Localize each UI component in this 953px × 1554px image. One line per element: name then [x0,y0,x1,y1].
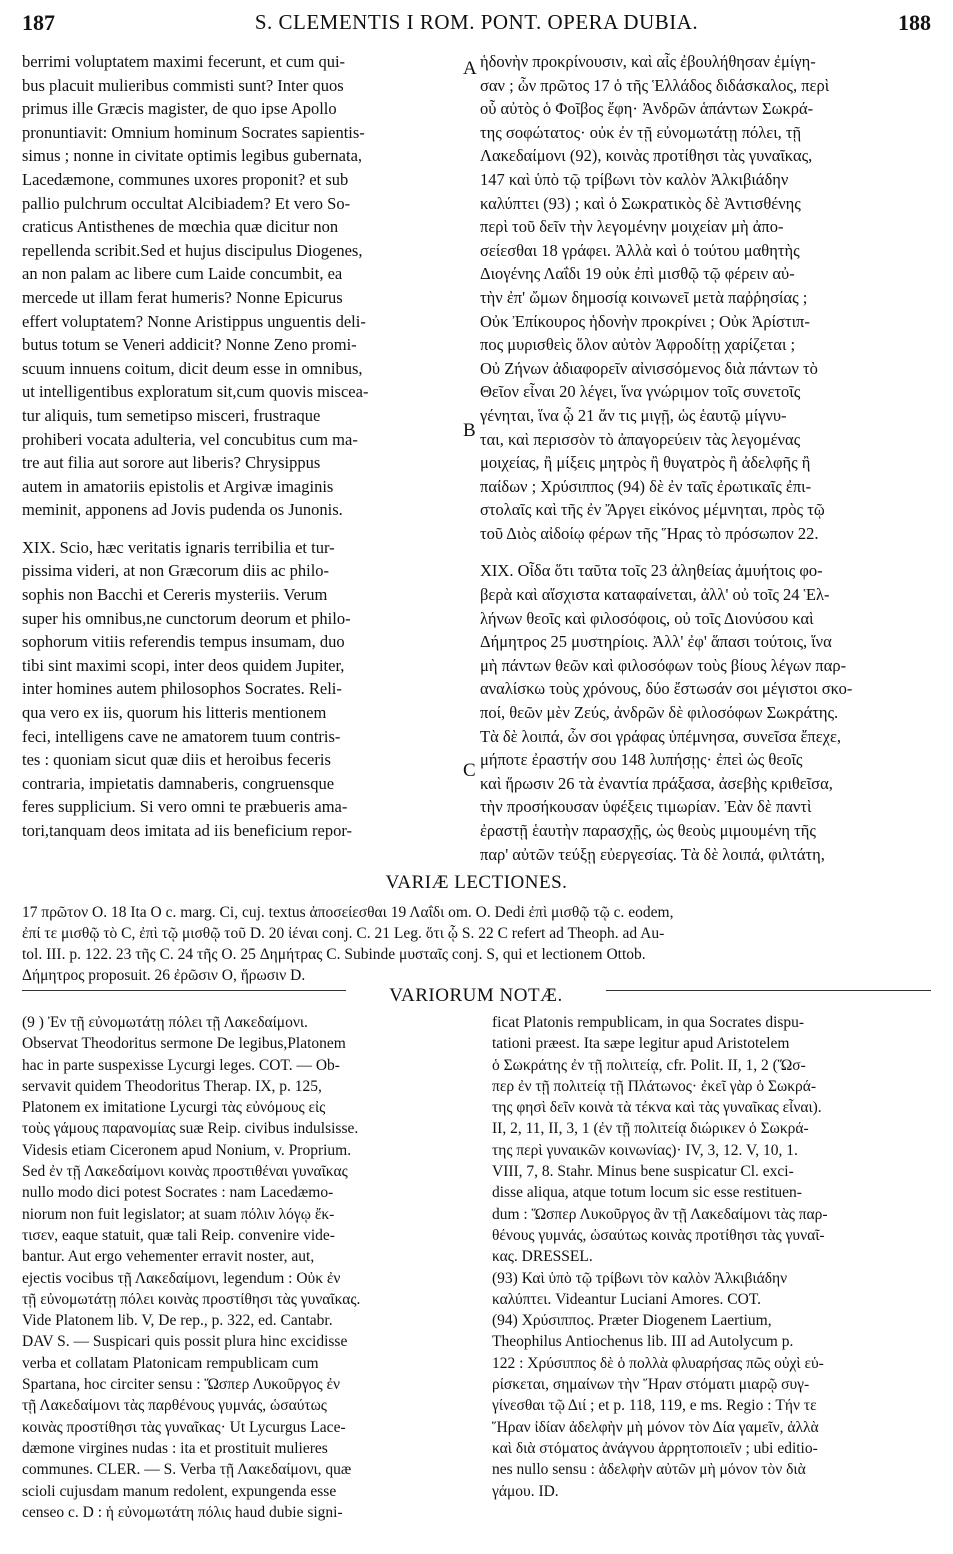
text-line: an non palam ac libere cum Laide concumbit, ea [22,264,343,284]
note-line: της φησὶ δεῖν κοινὰ τὰ τέκνα καὶ τὰς γυναῖκας εἶναι). [492,1099,822,1117]
text-line: τὴν προσήκουσαν ὑφέξεις τιμωρίαν. Ἐὰν δὲ παντὶ [480,797,812,817]
text-line: Δήμητρος 25 μυστηρίοις. Ἀλλ' ἐφ' ἅπασι τούτοις, ἵνα [480,632,832,652]
text-line: μήποτε ἐραστήν σου 148 λυπήσῃς· ἐπεὶ ὡς θεοῖς [480,750,803,770]
text-line: repellenda scribit.Sed et hujus discipulus Diogenes, [22,240,363,260]
text-line: effert voluptatem? Nonne Aristippus unguentis deli- [22,311,366,331]
text-line: πος μυρισθεὶς ὅλον αὐτὸν Ἀφροδίτῃ χαρίζεται ; [480,335,796,355]
note-line: θένους γυμνάς, ὡσαύτως κοινὰς προτίθησι τὰς γυναῖ- [492,1226,825,1244]
variant-line: tol. III. p. 122. 23 τῆς C. 24 τῆς O. 25 Δημήτρας C. Subinde μυσταῖς conj. S, qui et lectionem Ottob. [22,946,646,963]
variae-lectiones [22,902,932,986]
note-line: περ ἐν τῇ πολιτείᾳ τῇ Πλάτωνος· ἐκεῖ γὰρ ὁ Σωκρά- [492,1077,817,1095]
text-line: sophis non Bacchi et Cereris mysteriis. Verum [22,585,328,605]
note-line: καλύπτει. Videantur Luciani Amores. COT. [492,1290,762,1308]
note-line: dum : Ὥσπερ Λυκοῦργος ἂν τῇ Λακεδαίμονι τὰς παρ- [492,1205,828,1223]
note-line: καὶ διὰ στόματος ἀνάγνου ἀρρητοποιεῖν ; ubi editio- [492,1439,818,1457]
variant-line: Δήμητρος proposuit. 26 ἐρῶσιν O, ἥρωσιν D. [22,967,306,984]
text-line: αναλίσκω τοὺς χρόνους, δύο ἔστωσάν σοι μέγιστοι σκο- [480,679,853,699]
text-line: τὴν ἐπ' ὤμων δημοσίᾳ κοινωνεῖ μετὰ παῤῥησίας ; [480,287,808,307]
text-line: XIX. Οἶδα ὅτι ταῦτα τοῖς 23 ἀληθείας ἀμυήτοις φο- [480,561,823,581]
notes-right-column [492,1012,932,1502]
margin-letter-b: B [463,420,476,441]
text-line: Διογένης Λαΐδι 19 οὐκ ἐπὶ μισθῷ τῷ φέρειν αὐ- [480,264,795,284]
note-line: servavit quidem Theodoritus Therap. IX, p. 125, [22,1077,322,1095]
text-line: tibi sint maximi scopi, inter deos quidem Jupiter, [22,655,345,675]
text-line: pallio pulchrum occultat Alcibiadem? Et vero So- [22,193,351,213]
text-line: ἡδονὴν προκρίνουσιν, καὶ αἷς ἐβουλήθησαν ἐμίγη- [480,52,816,71]
text-line: Θεῖον εἶναι 20 λέγει, ἵνα γνώριμον τοῖς συνετοῖς [480,382,801,402]
page-number-left: 187 [22,10,55,35]
text-line: 147 καὶ ὑπὸ τῷ τρίβωνι τὸν καλὸν Ἀλκιβιάδην [480,169,789,189]
text-line: craticus Antisthenes de mœchia quæ dicitur non [22,217,339,237]
text-line: καὶ ἥρωσιν 26 τὰ ἐναντία πράξασα, ἀσεβὴς κριθεῖσα, [480,773,833,793]
latin-column [22,50,460,843]
note-line: ficat Platonis rempublicam, in qua Socrates dispu- [492,1014,805,1031]
note-line: τοὺς γάμους παρανομίας suæ Reip. civibus indulsisse. [22,1120,359,1138]
text-line: οὗ αὐτὸς ὁ Φοῖβος ἔφη· Ἀνδρῶν ἁπάντων Σωκρά- [480,99,814,119]
text-line: autem in amatoriis epistolis et Argivæ imaginis [22,476,334,496]
note-line: dæmone virgines nudas : ita et prostituit mulieres [22,1439,328,1457]
note-line: scioli cujusdam manum redolent, expungenda esse [22,1482,337,1500]
note-line: niorum non fuit legislator; at suam πόλιν λόγῳ ἔκ- [22,1205,335,1223]
text-line: tori,tanquam deos imitata ad iis beneficium repor- [22,821,353,840]
text-line: σαν ; ὧν πρῶτος 17 ὁ τῆς Ἑλλάδος διδάσκαλος, περὶ [480,75,830,95]
text-line: berrimi voluptatem maximi fecerunt, et cum qui- [22,52,346,71]
text-line: bus placuit mulieribus commisti sunt? Inter quos [22,75,344,95]
variorum-notae-heading: VARIORUM NOTÆ. [346,985,606,1007]
running-header [22,10,931,44]
variant-line: ἐπί τε μισθῷ τὸ C, ἐπὶ τῷ μισθῷ τοῦ D. 20 ἰέναι conj. C. 21 Leg. ὅτι ᾧ S. 22 C refert ad Theoph. ad Au- [22,925,665,942]
note-line: Observat Theodoritus sermone De legibus,Platonem [22,1035,346,1053]
text-line: Λακεδαίμονι (92), κοινὰς προτίθησι τὰς γυναῖκας, [480,146,813,166]
text-line: σείεσθαι 18 γράφει. Ἀλλὰ καὶ ὁ τούτου μαθητὴς [480,240,800,260]
text-line: Lacedæmone, communes uxores proponit? et sub [22,169,349,189]
text-line: βερὰ καὶ αἴσχιστα καταφαίνεται, ἀλλ' οὐ τοῖς 24 Ἑλ- [480,585,830,605]
text-line: tes : quoniam sicut quæ diis et heroibus feceris [22,750,331,770]
note-line: verba et collatam Platonicam rempublicam cum [22,1354,319,1372]
variae-lectiones-heading: VARIÆ LECTIONES. [385,872,568,893]
note-line: (94) Χρύσιππος. Præter Diogenem Laertium, [492,1312,772,1330]
text-line: παρ' αὐτῶν τεύξῃ εὐεργεσίας. Τὰ δὲ λοιπά, φιλτάτη, [480,844,825,864]
text-line: τοῦ Διὸς αἰδοίῳ φέρων τῆς Ἥρας τὸ πρόσωπον 22. [480,523,819,543]
note-line: Videsis etiam Ciceronem apud Nonium, v. Proprium. [22,1141,352,1159]
notes-left-column [22,1012,466,1523]
text-line: butus totum se Veneri addicit? Nonne Zeno promi- [22,335,357,355]
text-line: λήνων θεοῖς καὶ φιλοσόφοις, οὐ τοῖς Διονύσου καὶ [480,608,814,628]
text-line: scuum innuens coitum, dicit deum esse in omnibus, [22,358,363,378]
note-line: Sed ἐν τῇ Λακεδαίμονι κοινὰς προστιθέναι γυναῖκας [22,1163,348,1181]
text-line: prohiberi vocata adulteria, vel concubitus cum ma- [22,429,358,449]
paragraph-gap [22,522,460,536]
text-line: στολαῖς καὶ τῆς ἐν Ἄργει εἰκόνος μέμνηται, πρὸς τῷ [480,500,825,520]
note-line: tationi præest. Ita sæpe legitur apud Aristotelem [492,1035,790,1053]
note-line: τῇ Λακεδαίμονι τὰς παρθένους γυμνάς, ὡσαύτως [22,1397,327,1415]
note-line: hac in parte suspexisse Lycurgi leges. COT. — Ob- [22,1056,340,1074]
note-line: Theophilus Antiochenus lib. III ad Autolycum p. [492,1333,794,1351]
text-line: της σοφώτατος· οὐκ ἐν τῇ εὐνομωτάτῃ πόλει, τῇ [480,122,802,142]
variant-line: 17 πρῶτον O. 18 Ita O c. marg. Ci, cuj. textus ἀποσείεσθαι 19 Λαΐδι om. O. Dedi ἐπὶ μισθῷ τῷ c. eodem, [22,904,674,921]
text-line: tur aliquis, tum semetipso misceri, frustraque [22,405,321,425]
note-line: (9 ) Ἐν τῇ εὐνομωτάτῃ πόλει τῇ Λακεδαίμονι. [22,1014,308,1031]
note-line: τῇ εὐνομωτάτῃ πόλει κοινὰς προστίθησι τὰς γυναῖκας. [22,1290,361,1308]
note-line: bantur. Aut ergo vehementer erravit noster, aut, [22,1248,315,1266]
text-line: ται, καὶ περισσὸν τὸ ἀπαγορεύειν τὰς λεγομένας [480,429,801,449]
text-line: primus ille Græcis magister, de quo ipse Apollo [22,99,337,119]
note-line: disse aliqua, atque totum locum sic esse restituen- [492,1184,802,1202]
text-line: qua vero ex iis, quorum his litteris mentionem [22,703,327,723]
margin-letter-a: A [463,58,477,79]
note-line: communes. CLER. — S. Verba τῇ Λακεδαίμονι, quæ [22,1461,352,1479]
note-line: censeo c. D : ἡ εὐνομωτάτη πόλις haud dubie signi- [22,1503,343,1521]
text-line: tre aut filia aut sorore aut liberis? Chrysippus [22,453,321,473]
note-line: nes nullo sensu : ἀδελφὴν αὐτῶν μὴ μόνον τὸν διὰ [492,1461,806,1479]
text-line: super his omnibus,ne cunctorum deorum et philo- [22,608,351,628]
note-line: κοινὰς προστίθησι τὰς γυναῖκας· Ut Lycurgus Lace- [22,1418,346,1436]
note-line: nullo modo dici potest Socrates : nam Lacedæmo- [22,1184,334,1202]
note-line: Spartana, hoc circiter sensu : Ὥσπερ Λυκοῦργος ἐν [22,1376,341,1394]
text-line: inter homines autem philosophos Socrates. Reli- [22,679,342,699]
note-line: γάμου. ID. [492,1482,559,1500]
note-line: Platonem ex imitatione Lycurgi τὰς εὐνόμους εἰς [22,1099,326,1117]
note-line: γίνεσθαι τῷ Διί ; et p. 118, 119, e ms. Regio : Τήν τε [492,1397,817,1415]
note-line: Ἥραν ἰδίαν ἀδελφὴν μὴ μόνον τὸν Δία γαμεῖν, ἀλλὰ [492,1418,819,1436]
note-line: ὁ Σωκράτης ἐν τῇ πολιτείᾳ, cfr. Polit. II, 1, 2 (Ὥσ- [492,1056,806,1074]
text-line: feres supplicium. Si vero omni te præbueris ama- [22,797,348,817]
text-line: sophorum vitiis referendis tempus insumam, duo [22,632,345,652]
greek-column [480,50,932,866]
text-line: περὶ τοῦ δεῖν τὴν λεγομένην μοιχείαν μὴ ἀπο- [480,217,784,237]
text-line: XIX. Scio, hæc veritatis ignaris terribilia et tur- [22,537,335,557]
page-number-right: 188 [898,10,931,35]
paragraph-gap [480,545,932,559]
text-line: feci, intelligens cave ne amatorem tuum contris- [22,726,341,746]
text-line: pronuntiavit: Omnium hominum Socrates sapientis- [22,122,365,142]
note-line: ρίσκεται, σημαίνων τὴν Ἥραν στόματι μιαρῷ συγ- [492,1376,810,1394]
text-line: Οὐ Ζήνων ἀδιαφορεῖν αἰνισσόμενος διὰ πάντων τὸ [480,358,818,378]
text-line: ut intelligentibus exploratum sit,cum quovis miscea- [22,382,369,402]
text-line: μὴ πάντων θεῶν καὶ φιλοσόφων τοὺς βίους λέγων παρ- [480,655,847,675]
text-line: mercede ut illam ferat humeris? Nonne Epicurus [22,287,343,307]
running-title: S. CLEMENTIS I ROM. PONT. OPERA DUBIA. [254,10,699,34]
text-line: contraria, impietatis damnaberis, congruensque [22,773,335,793]
note-line: DAV S. — Suspicari quis possit plura hinc excidisse [22,1333,348,1351]
text-line: γένηται, ἵνα ᾧ 21 ἄν τις μιγῇ, ὡς ἑαυτῷ μίγνυ- [480,405,787,425]
text-line: παίδων ; Χρύσιππος (94) δὲ ἐν ταῖς ἐρωτικαῖς ἐπι- [480,476,812,496]
text-line: μοιχείας, ἢ μίξεις μητρὸς ἢ θυγατρὸς ἢ ἀδελφῆς ἢ [480,453,811,473]
note-line: 122 : Χρύσιππος δὲ ὁ πολλὰ φλυαρήσας πῶς οὐχὶ εὑ- [492,1354,824,1372]
text-line: meminit, apponens ad Jovis pudenda os Junonis. [22,500,343,520]
text-line: καλύπτει (93) ; καὶ ὁ Σωκρατικὸς δὲ Ἀντισθένης [480,193,801,213]
note-line: ejectis vocibus τῇ Λακεδαίμονι, legendum : Οὐκ ἐν [22,1269,341,1287]
note-line: II, 2, 11, II, 3, 1 (ἐν τῇ πολιτείᾳ διώρικεν ὁ Σωκρά- [492,1120,809,1138]
note-line: Vide Platonem lib. V, De rep., p. 322, ed. Cantabr. [22,1312,333,1330]
note-line: VIII, 7, 8. Stahr. Minus bene suspicatur Cl. exci- [492,1163,794,1181]
text-line: pissima videri, at non Græcorum diis ac philo- [22,561,330,581]
margin-letter-c: C [463,760,476,781]
note-line: (93) Καὶ ὑπὸ τῷ τρίβωνι τὸν καλὸν Ἀλκιβιάδην [492,1269,788,1287]
text-line: ποί, θεῶν μὲν Ζεύς, ἀνδρῶν δὲ φιλοσόφων Σωκράτης. [480,703,839,723]
note-line: κας. DRESSEL. [492,1248,593,1266]
note-line: τισεν, eaque statuit, quæ tali Reip. convenire vide- [22,1226,335,1244]
text-line: Τὰ δὲ λοιπά, ὧν σοι γράφας ὑπέμνησα, συνεῖσα ἔπεχε, [480,726,842,746]
text-line: Οὐκ Ἐπίκουρος ἡδονὴν προκρίνει ; Οὐκ Ἀρίστιπ- [480,311,810,331]
text-line: simus ; nonne in civitate optimis legibus gubernata, [22,146,363,166]
text-line: ἐραστῇ ἑαυτὴν παρασχῇς, ὡς θεοὺς μιμουμένη τῆς [480,821,816,840]
note-line: της περὶ γυναικῶν κοινωνίας)· IV, 3, 12. V, 10, 1. [492,1141,798,1159]
